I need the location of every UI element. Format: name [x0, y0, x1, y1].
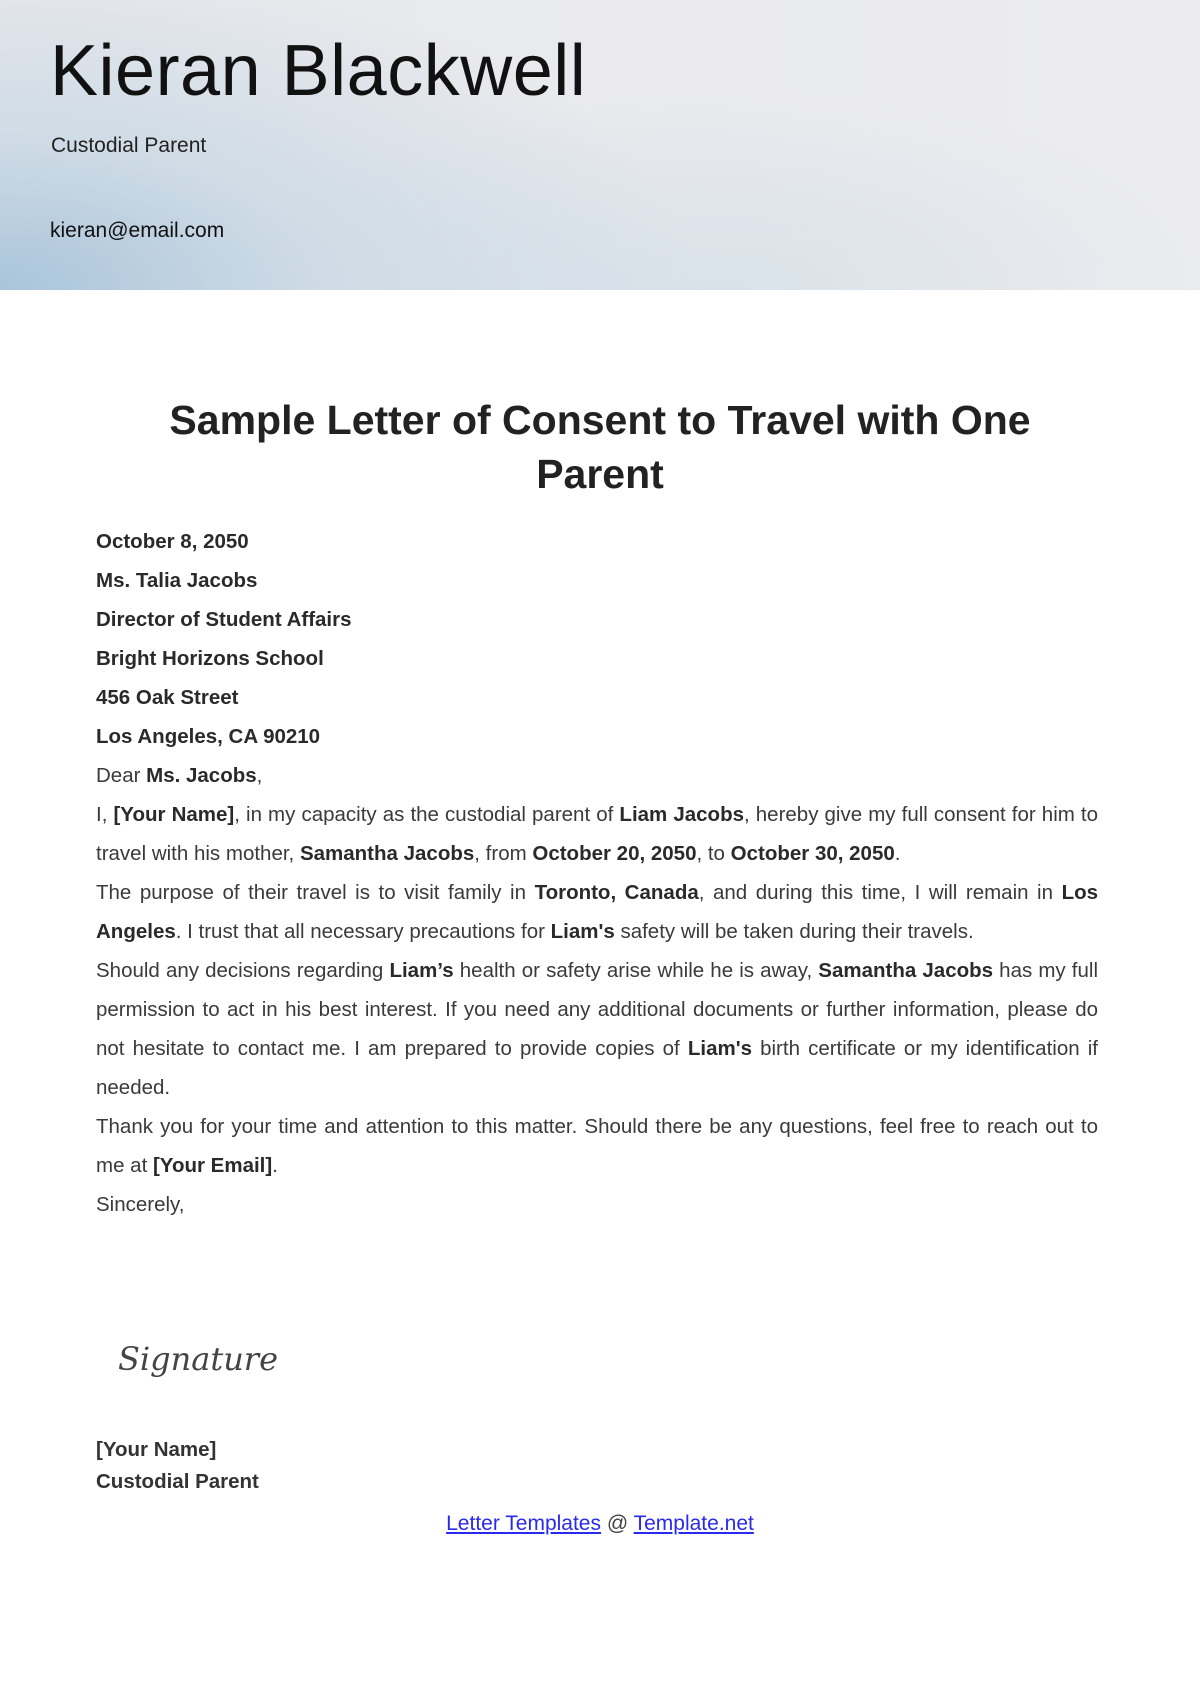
- text: safety will be taken during their travels.: [614, 920, 974, 943]
- text: I,: [96, 803, 114, 826]
- bold-text: [Your Name]: [113, 803, 235, 826]
- recipient-city: Los Angeles, CA 90210: [96, 725, 321, 748]
- letter-paragraph: [96, 951, 1098, 1107]
- letter-date: October 8, 2050: [96, 530, 249, 553]
- letter-paragraph: [96, 873, 1098, 951]
- letter-body: [96, 522, 1098, 1224]
- text: Sincerely,: [96, 1193, 185, 1216]
- letter-templates-link[interactable]: Letter Templates: [446, 1512, 601, 1535]
- sender-role: Custodial Parent: [51, 134, 207, 157]
- letter-paragraph: [96, 795, 1098, 873]
- text: Should any decisions regarding: [96, 959, 390, 982]
- closing-name: [Your Name]: [96, 1438, 217, 1461]
- text: , and during this time, I will remain in: [698, 881, 1062, 904]
- text: health or safety arise while he is away,: [453, 959, 819, 982]
- bold-text: Samantha Jacobs: [818, 959, 994, 982]
- text: , to: [696, 842, 731, 865]
- text: ,: [256, 764, 263, 787]
- bold-text: Liam’s: [389, 959, 454, 982]
- bold-text: Liam's: [550, 920, 615, 943]
- closing-block: [96, 1434, 259, 1498]
- bold-text: [Your Email]: [152, 1154, 273, 1177]
- text: . I trust that all necessary precautions for: [175, 920, 551, 943]
- bold-text: October 20, 2050: [532, 842, 697, 865]
- text: has my full permission to act in his best interest. If you need any additional documents or further information, please do not hesitate to contact me. I am prepared to provide copies of: [96, 959, 1098, 1060]
- letterhead: [0, 0, 1200, 290]
- text: Thank you for your time and attention to this matter. Should there be any questions, feel free to reach out to me at: [96, 1115, 1098, 1177]
- text: The purpose of their travel is to visit family in: [96, 881, 535, 904]
- text: , in my capacity as the custodial parent of: [234, 803, 620, 826]
- letter-paragraph: [96, 1185, 1098, 1224]
- bold-text: Samantha Jacobs: [299, 842, 475, 865]
- recipient-organization: Bright Horizons School: [96, 647, 324, 670]
- text: .: [272, 1154, 278, 1177]
- letter-paragraph: [96, 1107, 1098, 1185]
- bold-text: Liam's: [687, 1037, 752, 1060]
- recipient-title: Director of Student Affairs: [96, 608, 352, 631]
- footer-separator: @: [601, 1512, 634, 1535]
- letter-title: Sample Letter of Consent to Travel with One Parent: [169, 397, 1031, 497]
- closing-role: Custodial Parent: [96, 1470, 259, 1493]
- bold-text: Liam Jacobs: [619, 803, 744, 826]
- recipient-name: Ms. Talia Jacobs: [96, 569, 258, 592]
- sender-name: Kieran Blackwell: [50, 31, 587, 111]
- text: , from: [474, 842, 533, 865]
- text: birth certificate or my identification if needed.: [96, 1037, 1098, 1099]
- text: Dear: [96, 764, 147, 787]
- text: , hereby give my full consent for him to travel with his mother,: [96, 803, 1099, 865]
- template-net-link[interactable]: Template.net: [633, 1512, 754, 1535]
- signature-image: Signature: [118, 1340, 279, 1378]
- bold-text: Los Angeles: [96, 881, 1099, 943]
- bold-text: October 30, 2050: [730, 842, 895, 865]
- text: .: [894, 842, 901, 865]
- letter-paragraph: [96, 756, 1098, 795]
- bold-text: Ms. Jacobs: [146, 764, 257, 787]
- sender-email: kieran@email.com: [50, 219, 225, 242]
- recipient-street: 456 Oak Street: [96, 686, 239, 709]
- footer: [0, 1512, 1200, 1536]
- bold-text: Toronto, Canada: [534, 881, 699, 904]
- letter-paragraphs: [96, 756, 1098, 1224]
